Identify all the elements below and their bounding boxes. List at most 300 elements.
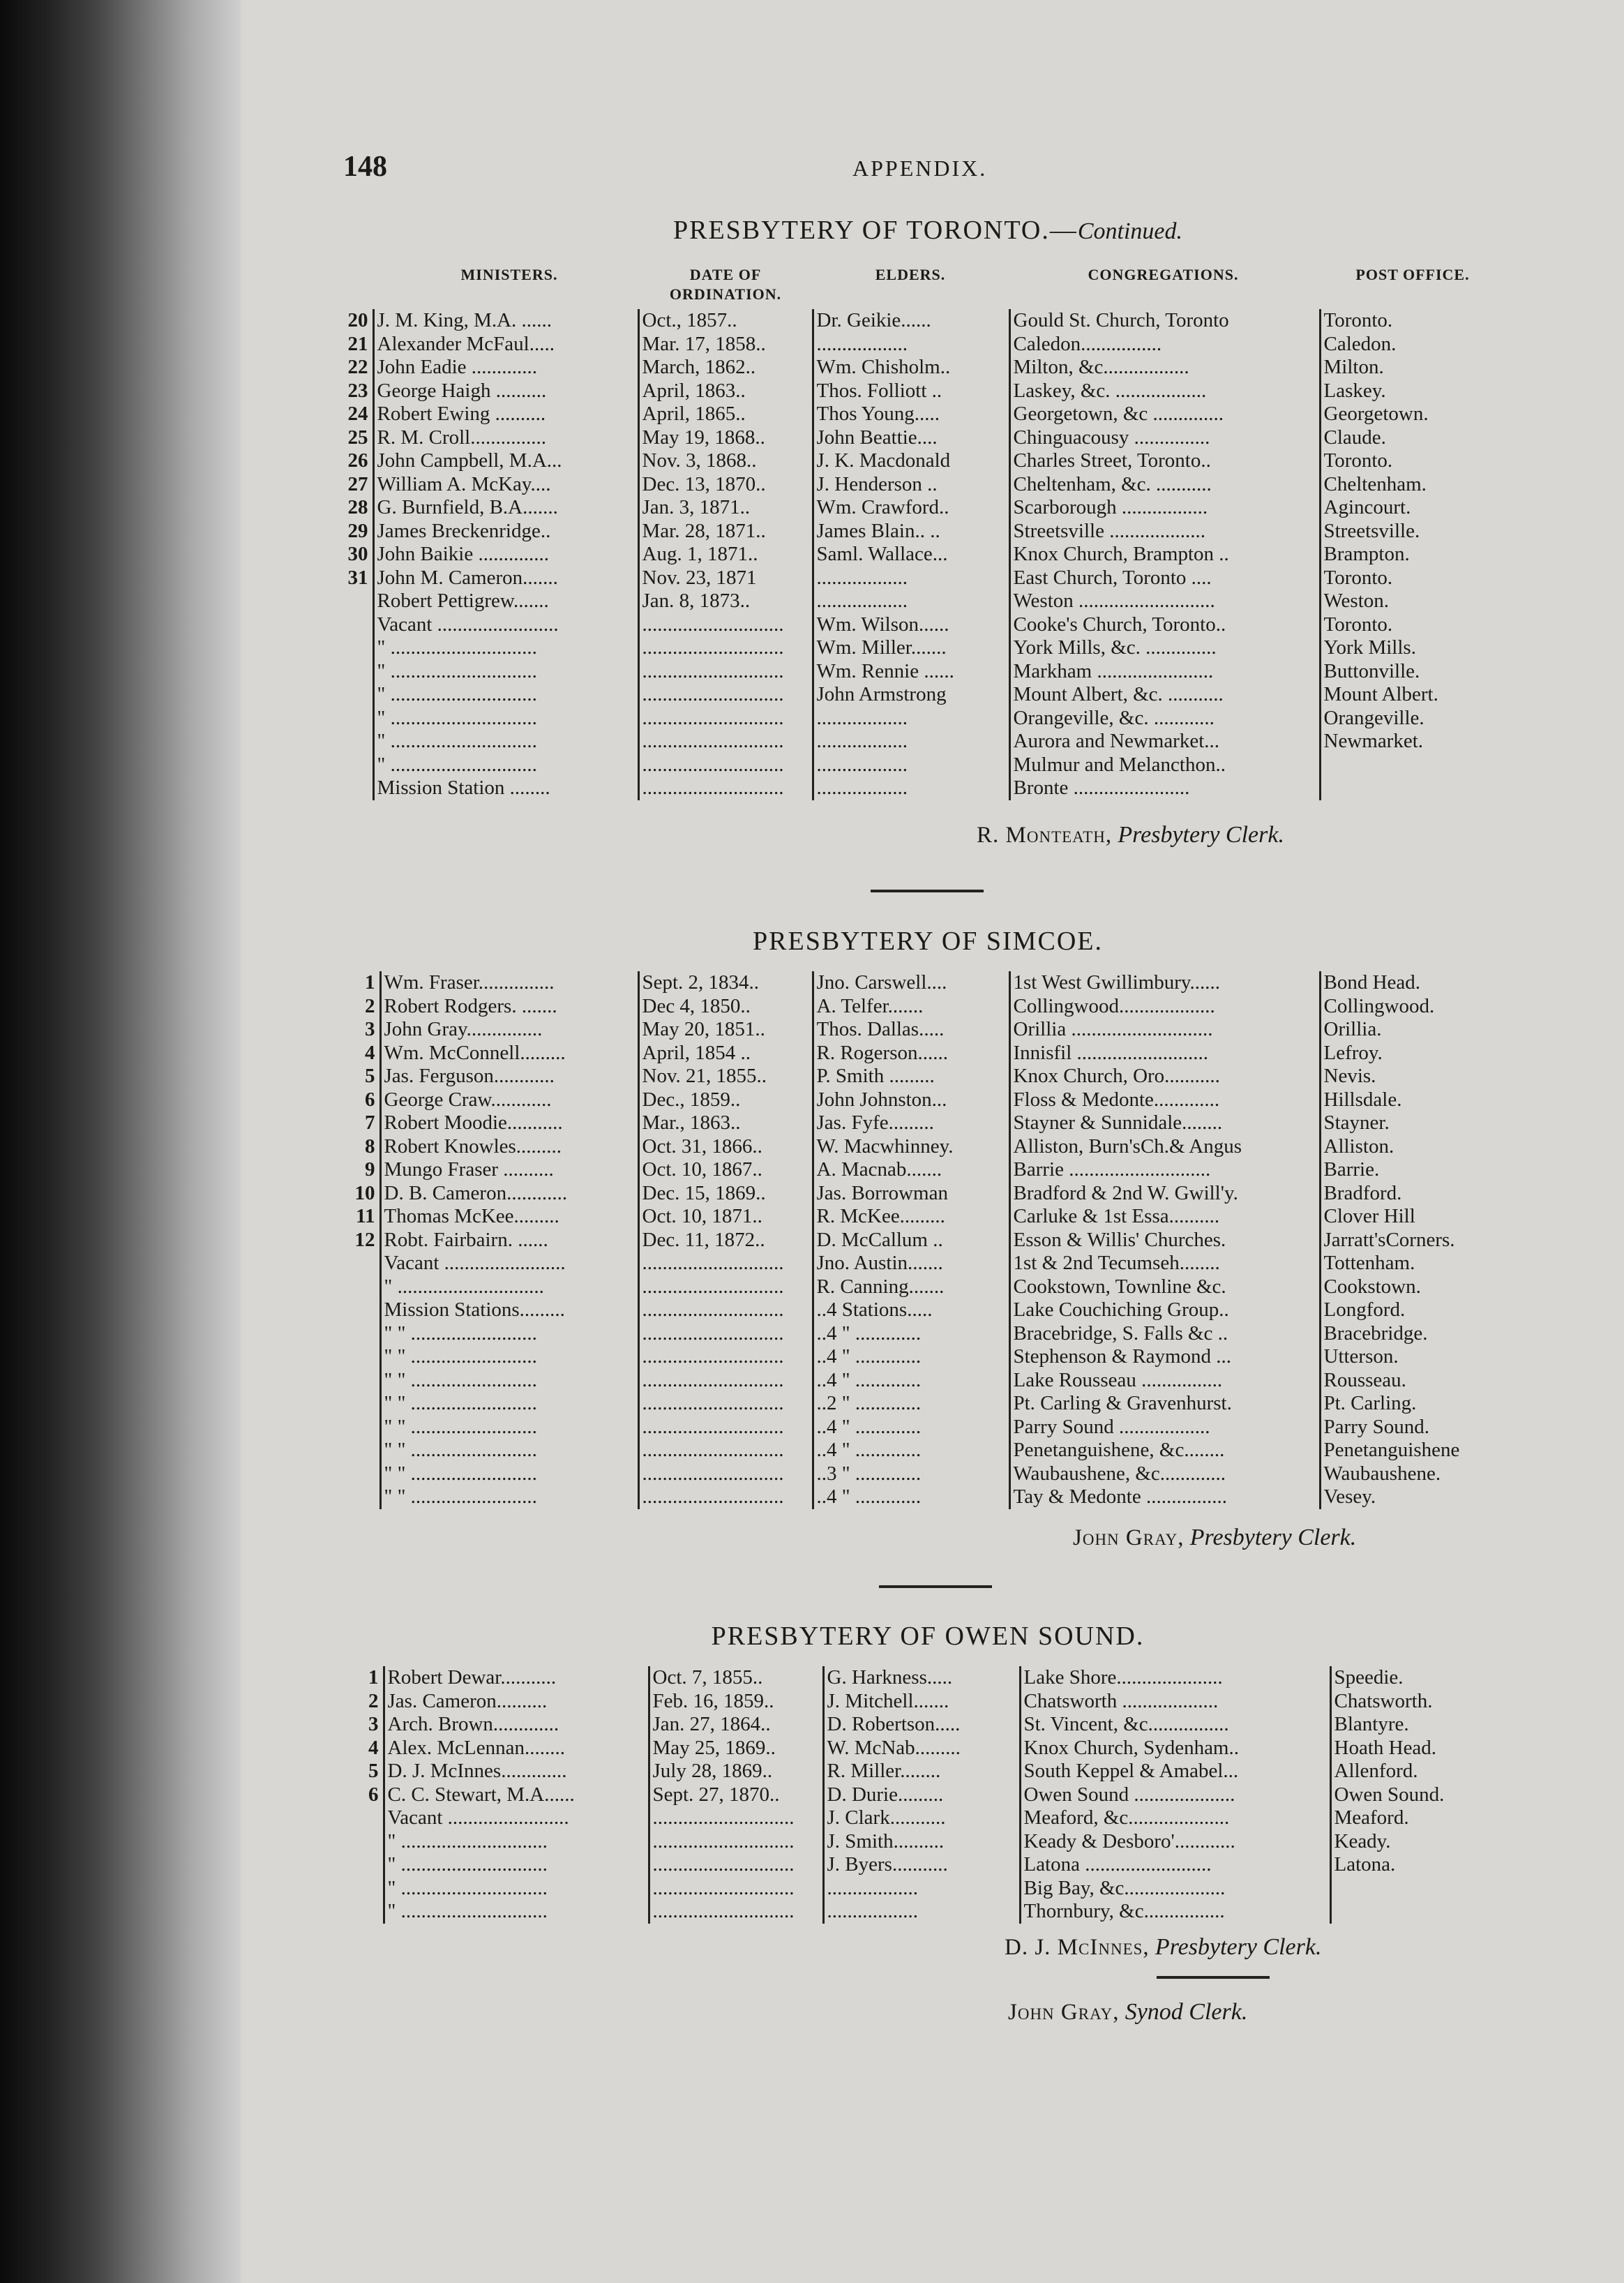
post-office: Agincourt. (1320, 496, 1514, 520)
table-row (328, 1783, 1514, 1807)
elder-name: J. Clark........... (823, 1806, 1020, 1830)
congregation: Owen Sound .................... (1020, 1783, 1330, 1807)
congregation: Bracebridge, S. Falls &c .. (1009, 1322, 1320, 1346)
table-row (328, 1252, 1514, 1275)
post-office: Blantyre. (1330, 1713, 1514, 1737)
minister-name: R. M. Croll............... (373, 426, 638, 450)
row-number: 6 (365, 1088, 375, 1111)
table-row (328, 995, 1514, 1019)
congregation: Scarborough ................. (1009, 496, 1320, 520)
ordination-date: Aug. 1, 1871.. (638, 543, 813, 567)
minister-name: G. Burnfield, B.A....... (373, 496, 638, 520)
row-number: 7 (365, 1111, 375, 1134)
table-row (328, 1088, 1514, 1112)
ordination-date: Jan. 3, 1871.. (638, 496, 813, 520)
congregation: Innisfil .......................... (1009, 1042, 1320, 1065)
minister-name: Alex. McLennan........ (384, 1737, 649, 1760)
post-office: Collingwood. (1320, 995, 1514, 1019)
ordination-date: ............................ (638, 683, 813, 707)
congregation: Caledon................ (1009, 333, 1320, 357)
minister-name: William A. McKay.... (373, 473, 638, 497)
row-number: 1 (368, 1666, 379, 1689)
minister-name: " " ......................... (380, 1369, 638, 1393)
ordination-date: April, 1865.. (638, 403, 813, 426)
table-row (328, 1806, 1514, 1830)
row-number (328, 1877, 384, 1901)
table-row (328, 309, 1514, 333)
ordination-date: ............................ (638, 730, 813, 754)
congregation: York Mills, &c. .............. (1009, 636, 1320, 660)
row-number: 6 (368, 1783, 379, 1806)
congregation: Stephenson & Raymond ... (1009, 1345, 1320, 1369)
congregation: Bronte ....................... (1009, 777, 1320, 800)
minister-name: George Craw............ (380, 1088, 638, 1112)
congregation: Georgetown, &c .............. (1009, 403, 1320, 426)
congregation: Chinguacousy ............... (1009, 426, 1320, 450)
minister-name: " " ......................... (380, 1462, 638, 1486)
congregation: Knox Church, Oro........... (1009, 1065, 1320, 1088)
elder-name: John Beattie.... (813, 426, 1009, 450)
post-office: Utterson. (1320, 1345, 1514, 1369)
ordination-date: ............................ (638, 1485, 813, 1509)
congregation: Thornbury, &c................ (1020, 1900, 1330, 1924)
congregation: Big Bay, &c.................... (1020, 1877, 1330, 1901)
row-number: 9 (365, 1158, 375, 1181)
minister-name: Robert Ewing .......... (373, 403, 638, 426)
minister-name: Mungo Fraser .......... (380, 1158, 638, 1182)
table-row (328, 590, 1514, 613)
row-number: 28 (347, 496, 368, 518)
elder-name: P. Smith ......... (813, 1065, 1009, 1088)
row-number (328, 754, 373, 777)
elder-name: .................. (813, 707, 1009, 731)
minister-name: Jas. Ferguson............ (380, 1065, 638, 1088)
elder-name: ..4 " ............. (813, 1439, 1009, 1462)
elder-name: R. Canning....... (813, 1275, 1009, 1299)
post-office: Meaford. (1330, 1806, 1514, 1830)
ordination-date: ............................ (638, 1275, 813, 1299)
elder-name: ..3 " ............. (813, 1462, 1009, 1486)
row-number (328, 1322, 380, 1346)
congregation: Lake Rousseau ................ (1009, 1369, 1320, 1393)
elder-name: J. Mitchell....... (823, 1690, 1020, 1714)
congregation: Charles Street, Toronto.. (1009, 449, 1320, 473)
table-row (328, 660, 1514, 684)
elder-name: J. Henderson .. (813, 473, 1009, 497)
table-row (328, 426, 1514, 450)
table-row (328, 1158, 1514, 1182)
row-number (328, 1298, 380, 1322)
elder-name: A. Telfer....... (813, 995, 1009, 1019)
minister-name: Vacant ........................ (384, 1806, 649, 1830)
congregation: Weston ........................... (1009, 590, 1320, 613)
minister-name: Alexander McFaul..... (373, 333, 638, 357)
minister-name: Mission Stations......... (380, 1298, 638, 1322)
section-divider (879, 1585, 992, 1588)
elder-name: .................. (813, 730, 1009, 754)
elder-name: R. Rogerson...... (813, 1042, 1009, 1065)
minister-name: " ............................. (373, 730, 638, 754)
congregation: St. Vincent, &c................ (1020, 1713, 1330, 1737)
minister-name: John Gray............... (380, 1018, 638, 1042)
post-office: Waubaushene. (1320, 1462, 1514, 1486)
post-office: Toronto. (1320, 567, 1514, 590)
post-office: Hillsdale. (1320, 1088, 1514, 1112)
elder-name: Wm. Wilson...... (813, 613, 1009, 637)
clerk-signature-toronto: R. Monteath, Presbytery Clerk. (977, 822, 1284, 848)
page-number: 148 (343, 151, 387, 183)
minister-name: Robert Pettigrew....... (373, 590, 638, 613)
row-number: 29 (347, 519, 368, 542)
col-head-elders: ELDERS. (875, 266, 946, 283)
minister-name: John Campbell, M.A... (373, 449, 638, 473)
congregation: South Keppel & Amabel... (1020, 1760, 1330, 1783)
minister-name: " ............................. (373, 707, 638, 731)
congregation: Gould St. Church, Toronto (1009, 309, 1320, 333)
post-office: Buttonville. (1320, 660, 1514, 684)
ordination-date: Feb. 16, 1859.. (649, 1690, 823, 1714)
clerk-signature-simcoe: John Gray, Presbytery Clerk. (1073, 1525, 1357, 1550)
table-row (328, 971, 1514, 995)
minister-name: Robt. Fairbairn. ...... (380, 1229, 638, 1252)
post-office: Rousseau. (1320, 1369, 1514, 1393)
post-office: Bracebridge. (1320, 1322, 1514, 1346)
post-office: Owen Sound. (1330, 1783, 1514, 1807)
congregation: Parry Sound .................. (1009, 1416, 1320, 1439)
col-head-post-office: POST OFFICE. (1355, 266, 1470, 283)
elder-name: .................. (823, 1877, 1020, 1901)
row-number: 23 (347, 379, 368, 402)
post-office: Pt. Carling. (1320, 1392, 1514, 1416)
ordination-date: Oct., 1857.. (638, 309, 813, 333)
congregation: Cookstown, Townline &c. (1009, 1275, 1320, 1299)
ordination-date: Dec., 1859.. (638, 1088, 813, 1112)
table-row (328, 1439, 1514, 1462)
row-number (328, 1345, 380, 1369)
ordination-date: Dec. 15, 1869.. (638, 1182, 813, 1206)
table-row (328, 777, 1514, 800)
post-office: Parry Sound. (1320, 1416, 1514, 1439)
congregation: Knox Church, Sydenham.. (1020, 1737, 1330, 1760)
row-number: 2 (365, 994, 375, 1017)
ordination-date: ............................ (649, 1853, 823, 1877)
post-office: Keady. (1330, 1830, 1514, 1854)
row-number: 26 (347, 449, 368, 472)
ordination-date: ............................ (638, 1252, 813, 1275)
table-row (328, 1275, 1514, 1299)
elder-name: Jno. Carswell.... (813, 971, 1009, 995)
row-number: 8 (365, 1135, 375, 1158)
row-number: 21 (347, 332, 368, 355)
row-number: 3 (368, 1713, 379, 1735)
row-number: 4 (368, 1736, 379, 1759)
congregation: Streetsville ................... (1009, 520, 1320, 544)
ordination-date: April, 1854 .. (638, 1042, 813, 1065)
ordination-date: Nov. 23, 1871 (638, 567, 813, 590)
congregation: Latona ......................... (1020, 1853, 1330, 1877)
ordination-date: ............................ (638, 660, 813, 684)
book-spine-shadow (0, 0, 241, 2283)
post-office (1330, 1900, 1514, 1924)
row-number (328, 777, 373, 800)
table-row (328, 380, 1514, 403)
elder-name: .................. (813, 754, 1009, 777)
post-office: Milton. (1320, 356, 1514, 380)
minister-name: " ............................. (373, 660, 638, 684)
ordination-date: ............................ (638, 1298, 813, 1322)
table-row (328, 1135, 1514, 1159)
minister-name: " ............................. (373, 636, 638, 660)
post-office: Toronto. (1320, 309, 1514, 333)
post-office: Allenford. (1330, 1760, 1514, 1783)
register-table-simcoe (328, 971, 1514, 1509)
post-office: Longford. (1320, 1298, 1514, 1322)
row-number: 5 (365, 1065, 375, 1087)
post-office: Hoath Head. (1330, 1737, 1514, 1760)
elder-name: Thos. Dallas..... (813, 1018, 1009, 1042)
table-row (328, 754, 1514, 777)
ordination-date: ............................ (638, 1322, 813, 1346)
row-number (328, 1252, 380, 1275)
row-number: 24 (347, 403, 368, 425)
congregation: Lake Couchiching Group.. (1009, 1298, 1320, 1322)
row-number (328, 1275, 380, 1299)
post-office (1320, 754, 1514, 777)
row-number: 20 (347, 309, 368, 331)
table-row (328, 520, 1514, 544)
post-office: Toronto. (1320, 449, 1514, 473)
congregation: Pt. Carling & Gravenhurst. (1009, 1392, 1320, 1416)
table-row (328, 1830, 1514, 1854)
minister-name: J. M. King, M.A. ...... (373, 309, 638, 333)
congregation: Tay & Medonte ................ (1009, 1485, 1320, 1509)
ordination-date: ............................ (638, 754, 813, 777)
row-number (328, 1900, 384, 1924)
post-office: Penetanguishene (1320, 1439, 1514, 1462)
elder-name: W. McNab......... (823, 1737, 1020, 1760)
post-office: Jarratt'sCorners. (1320, 1229, 1514, 1252)
ordination-date: ............................ (638, 1416, 813, 1439)
table-row (328, 1345, 1514, 1369)
table-row (328, 333, 1514, 357)
ordination-date: ............................ (638, 707, 813, 731)
table-row (328, 1065, 1514, 1088)
ordination-date: Oct. 31, 1866.. (638, 1135, 813, 1159)
elder-name: R. McKee......... (813, 1205, 1009, 1229)
ordination-date: May 20, 1851.. (638, 1018, 813, 1042)
ordination-date: Sept. 2, 1834.. (638, 971, 813, 995)
minister-name: John Eadie ............. (373, 356, 638, 380)
congregation: Meaford, &c.................... (1020, 1806, 1330, 1830)
ordination-date: Mar. 17, 1858.. (638, 333, 813, 357)
elder-name: John Johnston... (813, 1088, 1009, 1112)
congregation: Penetanguishene, &c........ (1009, 1439, 1320, 1462)
table-row (328, 1416, 1514, 1439)
ordination-date: Oct. 10, 1871.. (638, 1205, 813, 1229)
section-title-simcoe: PRESBYTERY OF SIMCOE. (753, 927, 1103, 956)
congregation: Waubaushene, &c............. (1009, 1462, 1320, 1486)
elder-name: Thos. Folliott .. (813, 380, 1009, 403)
minister-name: " " ......................... (380, 1345, 638, 1369)
table-row (328, 1737, 1514, 1760)
ordination-date: ............................ (649, 1900, 823, 1924)
section-divider (1157, 1976, 1270, 1979)
elder-name: .................. (813, 777, 1009, 800)
congregation: Milton, &c................. (1009, 356, 1320, 380)
minister-name: D. B. Cameron............ (380, 1182, 638, 1206)
col-head-date: DATE OF ORDINATION. (669, 266, 782, 303)
ordination-date: ............................ (638, 1345, 813, 1369)
ordination-date: ............................ (638, 1439, 813, 1462)
minister-name: " " ......................... (380, 1322, 638, 1346)
minister-name: James Breckenridge.. (373, 520, 638, 544)
register-table-toronto (328, 309, 1514, 800)
elder-name: ..2 " ............. (813, 1392, 1009, 1416)
congregation: Carluke & 1st Essa.......... (1009, 1205, 1320, 1229)
elder-name: ..4 " ............. (813, 1369, 1009, 1393)
table-row (328, 473, 1514, 497)
row-number (328, 1462, 380, 1486)
post-office: Toronto. (1320, 613, 1514, 637)
row-number (328, 1830, 384, 1854)
congregation: Laskey, &c. .................. (1009, 380, 1320, 403)
post-office (1330, 1877, 1514, 1901)
post-office: Brampton. (1320, 543, 1514, 567)
ordination-date: Nov. 3, 1868.. (638, 449, 813, 473)
row-number: 27 (347, 472, 368, 495)
ordination-date: May 19, 1868.. (638, 426, 813, 450)
minister-name: " ............................. (373, 754, 638, 777)
ordination-date: Dec. 11, 1872.. (638, 1229, 813, 1252)
table-row (328, 1462, 1514, 1486)
table-row (328, 1111, 1514, 1135)
table-row (328, 449, 1514, 473)
table-row (328, 1042, 1514, 1065)
row-number: 30 (347, 543, 368, 565)
row-number: 10 (354, 1181, 375, 1204)
minister-name: Arch. Brown............. (384, 1713, 649, 1737)
elder-name: Jas. Fyfe......... (813, 1111, 1009, 1135)
running-head (343, 150, 1529, 192)
row-number (328, 1806, 384, 1830)
ordination-date: Sept. 27, 1870.. (649, 1783, 823, 1807)
post-office: Clover Hill (1320, 1205, 1514, 1229)
ordination-date: ............................ (649, 1806, 823, 1830)
elder-name: D. Robertson..... (823, 1713, 1020, 1737)
elder-name: ..4 " ............. (813, 1345, 1009, 1369)
minister-name: Mission Station ........ (373, 777, 638, 800)
minister-name: D. J. McInnes............. (384, 1760, 649, 1783)
elder-name: Jas. Borrowman (813, 1182, 1009, 1206)
ordination-date: Nov. 21, 1855.. (638, 1065, 813, 1088)
ordination-date: ............................ (649, 1877, 823, 1901)
elder-name: ..4 " ............. (813, 1485, 1009, 1509)
row-number (328, 683, 373, 707)
post-office: Orangeville. (1320, 707, 1514, 731)
row-number: 25 (347, 426, 368, 449)
post-office: Alliston. (1320, 1135, 1514, 1159)
ordination-date: Jan. 27, 1864.. (649, 1713, 823, 1737)
ordination-date: ............................ (638, 613, 813, 637)
minister-name: Robert Dewar........... (384, 1666, 649, 1690)
row-number: 3 (365, 1018, 375, 1040)
table-row (328, 613, 1514, 637)
congregation: Cooke's Church, Toronto.. (1009, 613, 1320, 637)
congregation: Alliston, Burn'sCh.& Angus (1009, 1135, 1320, 1159)
elder-name: G. Harkness..... (823, 1666, 1020, 1690)
table-row (328, 1298, 1514, 1322)
minister-name: " ............................. (384, 1900, 649, 1924)
post-office: York Mills. (1320, 636, 1514, 660)
elder-name: J. K. Macdonald (813, 449, 1009, 473)
synod-clerk-signature: John Gray, Synod Clerk. (1008, 1999, 1248, 2025)
table-row (328, 543, 1514, 567)
congregation: Markham ....................... (1009, 660, 1320, 684)
congregation: 1st & 2nd Tecumseh........ (1009, 1252, 1320, 1275)
elder-name: Wm. Crawford.. (813, 496, 1009, 520)
row-number (328, 1392, 380, 1416)
ordination-date: ............................ (638, 1369, 813, 1393)
row-number (328, 660, 373, 684)
running-title: APPENDIX. (852, 156, 988, 181)
ordination-date: ............................ (638, 1462, 813, 1486)
congregation: Keady & Desboro'............ (1020, 1830, 1330, 1854)
elder-name: Jno. Austin....... (813, 1252, 1009, 1275)
ordination-date: Mar., 1863.. (638, 1111, 813, 1135)
table-row (328, 1713, 1514, 1737)
elder-name: D. Durie......... (823, 1783, 1020, 1807)
minister-name: " ............................. (380, 1275, 638, 1299)
row-number: 1 (365, 971, 375, 994)
post-office: Georgetown. (1320, 403, 1514, 426)
table-row (328, 1369, 1514, 1393)
minister-name: " ............................. (384, 1830, 649, 1854)
post-office: Orillia. (1320, 1018, 1514, 1042)
col-head-ministers: MINISTERS. (460, 266, 558, 283)
congregation: Orillia ............................ (1009, 1018, 1320, 1042)
table-row (328, 1900, 1514, 1924)
elder-name: J. Byers........... (823, 1853, 1020, 1877)
congregation: Barrie ............................ (1009, 1158, 1320, 1182)
elder-name: .................. (823, 1900, 1020, 1924)
congregation: Bradford & 2nd W. Gwill'y. (1009, 1182, 1320, 1206)
post-office: Vesey. (1320, 1485, 1514, 1509)
table-row (328, 1205, 1514, 1229)
table-row (328, 356, 1514, 380)
elder-name: James Blain.. .. (813, 520, 1009, 544)
ordination-date: Jan. 8, 1873.. (638, 590, 813, 613)
post-office: Cheltenham. (1320, 473, 1514, 497)
row-number: 11 (356, 1205, 375, 1227)
post-office: Tottenham. (1320, 1252, 1514, 1275)
ordination-date: March, 1862.. (638, 356, 813, 380)
congregation: Mount Albert, &c. ........... (1009, 683, 1320, 707)
table-row (328, 730, 1514, 754)
register-table-owen-sound (328, 1666, 1514, 1924)
elder-name: ..4 " ............. (813, 1416, 1009, 1439)
minister-name: " ............................. (384, 1853, 649, 1877)
row-number (328, 707, 373, 731)
elder-name: .................. (813, 333, 1009, 357)
table-row (328, 1666, 1514, 1690)
post-office (1320, 777, 1514, 800)
row-number (328, 636, 373, 660)
section-title-owen-sound: PRESBYTERY OF OWEN SOUND. (711, 1622, 1145, 1651)
minister-name: Robert Rodgers. ....... (380, 995, 638, 1019)
minister-name: Jas. Cameron.......... (384, 1690, 649, 1714)
col-head-congregations: CONGREGATIONS. (1088, 266, 1239, 283)
elder-name: A. Macnab....... (813, 1158, 1009, 1182)
